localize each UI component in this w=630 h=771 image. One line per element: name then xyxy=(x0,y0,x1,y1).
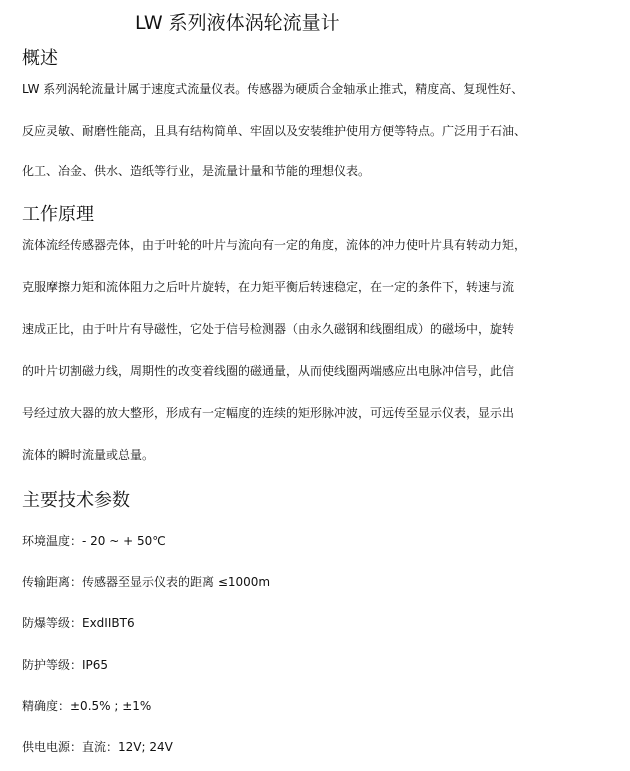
principle-line: 流体的瞬时流量或总量。 xyxy=(22,448,155,462)
principle-line: 流体流经传感器壳体，由于叶轮的叶片与流向有一定的角度，流体的冲力使叶片具有转动力矩， xyxy=(22,238,527,252)
overview-heading: 概述 xyxy=(22,48,58,69)
overview-line: LW 系列涡轮流量计属于速度式流量仪表。传感器为硬质合金轴承止推式，精度高、复现性好、 xyxy=(22,82,524,96)
principle-heading: 工作原理 xyxy=(22,204,94,225)
overview-line: 反应灵敏、耐磨性能高，且具有结构简单、牢固以及安装维护使用方便等特点。广泛用于石油、 xyxy=(22,124,527,138)
spec-item-transmission-distance: 传输距离：传感器至显示仪表的距离 ≤1000m xyxy=(22,575,271,589)
principle-line: 号经过放大器的放大整形，形成有一定幅度的连续的矩形脉冲波，可远传至显示仪表，显示出 xyxy=(22,406,515,420)
spec-item-protection-grade: 防护等级：IP65 xyxy=(22,658,109,672)
spec-item-ambient-temperature: 环境温度：- 20 ~ + 50℃ xyxy=(22,534,166,548)
principle-line: 克服摩擦力矩和流体阻力之后叶片旋转，在力矩平衡后转速稳定，在一定的条件下，转速与流 xyxy=(22,280,515,294)
overview-line: 化工、冶金、供水、造纸等行业，是流量计量和节能的理想仪表。 xyxy=(22,164,371,178)
principle-line: 的叶片切割磁力线，周期性的改变着线圈的磁通量，从而使线圈两端感应出电脉冲信号，此信 xyxy=(22,364,515,378)
spec-item-power-supply: 供电电源：直流：12V; 24V xyxy=(22,740,173,754)
specs-heading: 主要技术参数 xyxy=(22,490,130,511)
document-title: LW 系列液体涡轮流量计 xyxy=(135,12,340,34)
principle-line: 速成正比，由于叶片有导磁性，它处于信号检测器（由永久磁钢和线圈组成）的磁场中，旋转 xyxy=(22,322,515,336)
spec-item-explosion-proof-grade: 防爆等级：ExdIIBT6 xyxy=(22,616,135,630)
spec-item-accuracy: 精确度：±0.5% ; ±1% xyxy=(22,699,152,713)
